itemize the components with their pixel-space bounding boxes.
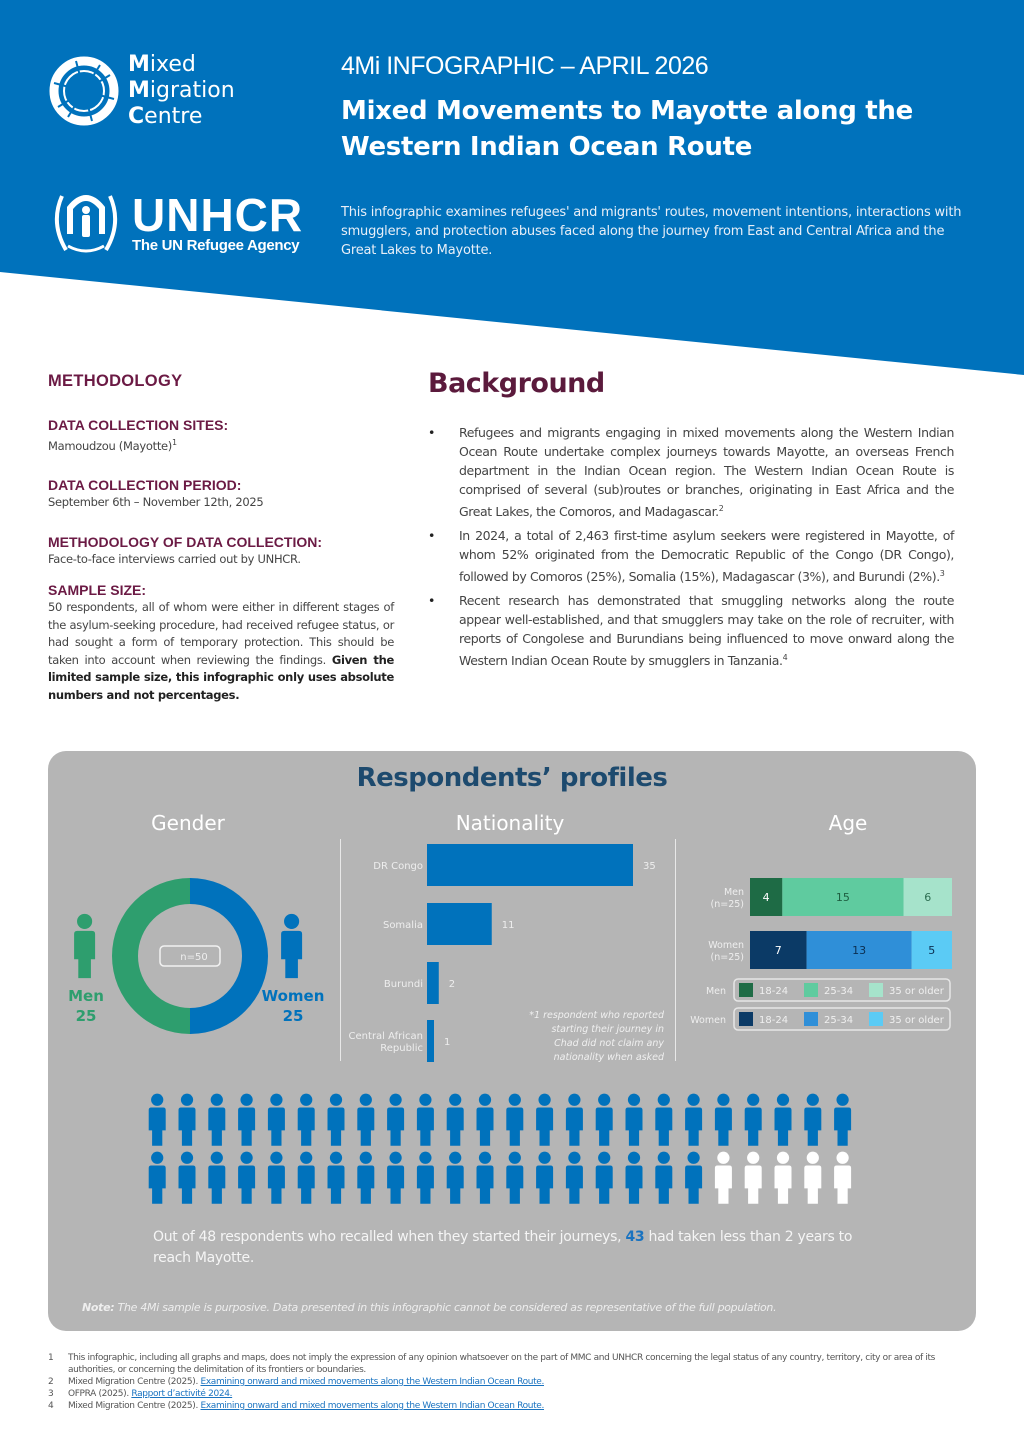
n-label: n=50 xyxy=(180,952,208,963)
women-value: 25 xyxy=(282,1007,304,1025)
nationality-category-label: DR Congo xyxy=(373,861,423,872)
footnote-link[interactable]: Examining onward and mixed movements along the Western Indian Ocean Route. xyxy=(200,1377,544,1387)
person-icon-highlighted xyxy=(238,1094,255,1146)
person-icon-highlighted xyxy=(357,1152,374,1204)
person-icon-highlighted xyxy=(298,1094,315,1146)
mmc-emblem-icon xyxy=(48,55,120,127)
age-category-label: (n=25) xyxy=(710,899,744,910)
profiles-title: Respondents’ profiles xyxy=(356,763,668,793)
age-legend-swatch xyxy=(804,1012,818,1026)
person-icon-highlighted xyxy=(655,1094,672,1146)
list-item: • Refugees and migrants engaging in mixed movements along the Western Indian Ocean Route undertake complex journeys towards Mayotte, an overseas French department in the Indian Ocean region. The Western Indian Ocean Route is comprised of several (sub)routes or branches, originating in East Africa and the Great Lakes, the Comoros, and Madagascar.$^2$ xyxy=(428,425,954,520)
methodology-section xyxy=(48,372,394,704)
nationality-value-label: 35 xyxy=(643,861,656,872)
person-icon-highlighted xyxy=(655,1152,672,1204)
person-icon-highlighted xyxy=(208,1152,225,1204)
age-segment-label: 6 xyxy=(924,891,932,904)
person-icon-highlighted xyxy=(804,1094,821,1146)
age-legend-swatch xyxy=(869,983,883,997)
background-list xyxy=(428,423,954,670)
person-icon-other xyxy=(775,1152,792,1204)
nationality-note: Chad did not claim any xyxy=(554,1038,664,1049)
nationality-category-label: Somalia xyxy=(382,920,423,931)
person-icon-highlighted xyxy=(626,1152,643,1204)
sample-note: Note: The 4Mi sample is purposive. Data presented in this infographic cannot be considered as representative of the full population. xyxy=(82,1301,777,1314)
age-legend-label: 18-24 xyxy=(759,1015,789,1026)
person-icon-highlighted xyxy=(566,1094,583,1146)
mmc-wordmark: Mixed Migration Centre xyxy=(128,52,235,129)
nationality-bar xyxy=(427,903,492,945)
footnote: 2 Mixed Migration Centre (2025). Examining onward and mixed movements along the Western Indian Ocean Route. xyxy=(48,1377,544,1387)
age-legend-swatch xyxy=(869,1012,883,1026)
report-kicker: 4Mi INFOGRAPHIC – APRIL 2026 xyxy=(341,52,709,80)
age-legend-label: 25-34 xyxy=(824,1015,854,1026)
age-segment-label: 15 xyxy=(835,891,850,904)
sites-value: Mamoudzou (Mayotte)$^1$ xyxy=(48,438,177,453)
person-icon-highlighted xyxy=(328,1152,345,1204)
age-legend-label: 18-24 xyxy=(759,986,789,997)
person-icon-highlighted xyxy=(834,1094,851,1146)
person-icon-highlighted xyxy=(179,1094,196,1146)
nationality-note: nationality when asked xyxy=(553,1052,664,1063)
period-label: DATA COLLECTION PERIOD: xyxy=(48,477,242,494)
men-value: 25 xyxy=(75,1007,97,1025)
person-icon-highlighted xyxy=(149,1152,166,1204)
person-icon-highlighted xyxy=(536,1094,553,1146)
page-title: Mixed Movements to Mayotte along the Western Indian Ocean Route xyxy=(341,96,913,162)
age-category-label: Men xyxy=(723,887,744,898)
women-label: Women xyxy=(261,987,325,1005)
unhcr-emblem-icon xyxy=(48,188,124,258)
person-icon-highlighted xyxy=(417,1094,434,1146)
nationality-value-label: 11 xyxy=(501,920,515,931)
person-icon-highlighted xyxy=(477,1152,494,1204)
nationality-value-label: 2 xyxy=(448,979,456,990)
method-value: Face-to-face interviews carried out by UNHCR. xyxy=(48,551,301,566)
age-title: Age xyxy=(828,811,868,835)
man-icon xyxy=(74,914,95,978)
person-icon-highlighted xyxy=(447,1152,464,1204)
person-icon-highlighted xyxy=(626,1094,643,1146)
woman-icon xyxy=(281,914,302,978)
sample-label: SAMPLE SIZE: xyxy=(48,582,147,599)
age-segment-label: 4 xyxy=(762,891,770,904)
nationality-bar xyxy=(427,1020,434,1062)
person-icon-highlighted xyxy=(268,1094,285,1146)
nationality-category-label: Republic xyxy=(380,1043,423,1054)
unhcr-logo xyxy=(48,188,303,258)
person-icon-highlighted xyxy=(328,1094,345,1146)
sites-label: DATA COLLECTION SITES: xyxy=(48,417,229,433)
methodology-title: METHODOLOGY xyxy=(48,372,183,390)
gender-donut-chart xyxy=(48,861,338,1061)
intro-text: This infographic examines refugees' and migrants' routes, movement intentions, interactions with smugglers, and protection abuses faced along the journey from East and Central Africa and the Great Lakes to Mayotte. xyxy=(341,205,962,258)
person-icon-highlighted xyxy=(715,1094,732,1146)
person-icon-highlighted xyxy=(179,1152,196,1204)
background-section xyxy=(428,368,954,675)
age-stacked-bar-chart xyxy=(676,866,976,1066)
age-legend-swatch xyxy=(804,983,818,997)
person-icon-highlighted xyxy=(506,1152,523,1204)
age-legend-label: 35 or older xyxy=(889,1015,944,1026)
unhcr-tagline: The UN Refugee Agency xyxy=(132,236,300,254)
age-legend-swatch xyxy=(739,1012,753,1026)
person-icon-highlighted xyxy=(447,1094,464,1146)
person-icon-highlighted xyxy=(387,1094,404,1146)
nationality-bar xyxy=(427,844,633,886)
nationality-title: Nationality xyxy=(455,811,565,835)
age-segment-label: 13 xyxy=(852,944,867,957)
method-label: METHODOLOGY OF DATA COLLECTION: xyxy=(48,533,323,550)
person-icon-highlighted xyxy=(536,1152,553,1204)
person-icon-highlighted xyxy=(685,1152,702,1204)
period-value: September 6th – November 12th, 2025 xyxy=(48,495,264,510)
nationality-value-label: 1 xyxy=(444,1037,451,1048)
nationality-bar-chart xyxy=(341,836,671,1066)
nationality-category-label: Burundi xyxy=(383,979,423,990)
list-item: • Recent research has demonstrated that smuggling networks along the route appear well-established, and that smugglers may take on the role of recruiter, with reports of Congolese and Burundians being influenced to move onward along the Western Indian Ocean Route by smugglers in Tanzania.$^4$ xyxy=(428,593,954,669)
donut-slice-men xyxy=(112,878,190,1034)
person-icon-other xyxy=(715,1152,732,1204)
footnotes xyxy=(48,1352,958,1412)
nationality-bar xyxy=(427,962,439,1004)
journey-text: Out of 48 respondents who recalled when they started their journeys, 43 had taken less than 2 years to reach Mayotte. xyxy=(153,1229,853,1266)
respondents-profiles-panel xyxy=(48,751,976,1331)
footnote: 3 OFPRA (2025). Rapport d’activité 2024. xyxy=(48,1389,233,1399)
nationality-category-label: Central African xyxy=(348,1031,423,1042)
age-category-label: Women xyxy=(708,940,744,951)
person-icon-highlighted xyxy=(268,1152,285,1204)
unhcr-name: UNHCR xyxy=(132,188,304,241)
person-icon-highlighted xyxy=(596,1094,613,1146)
footnote: 1 This infographic, including all graphs and maps, does not imply the expression of any opinion whatsoever on the part of MMC and UNHCR concerning the legal status of any country, territory, city or area of its authorities, or concerning the delimitation of its frontiers or boundaries. xyxy=(48,1353,936,1375)
person-icon-highlighted xyxy=(596,1152,613,1204)
gender-title: Gender xyxy=(151,811,225,835)
age-legend-label: 25-34 xyxy=(824,986,854,997)
nationality-note: starting their journey in xyxy=(551,1024,664,1035)
nationality-note: *1 respondent who reported xyxy=(529,1010,664,1021)
age-segment-label: 5 xyxy=(928,944,936,957)
person-icon-highlighted xyxy=(745,1094,762,1146)
person-icon-highlighted xyxy=(149,1094,166,1146)
person-icon-highlighted xyxy=(775,1094,792,1146)
person-icon-other xyxy=(834,1152,851,1204)
person-icon-highlighted xyxy=(238,1152,255,1204)
person-icon-highlighted xyxy=(685,1094,702,1146)
person-icon-highlighted xyxy=(477,1094,494,1146)
age-legend-label: 35 or older xyxy=(889,986,944,997)
person-icon-highlighted xyxy=(357,1094,374,1146)
person-icon-highlighted xyxy=(298,1152,315,1204)
person-icon-highlighted xyxy=(566,1152,583,1204)
person-icon-highlighted xyxy=(387,1152,404,1204)
age-legend-swatch xyxy=(739,983,753,997)
person-icon-highlighted xyxy=(506,1094,523,1146)
background-title: Background xyxy=(428,368,605,399)
footnote-link[interactable]: Examining onward and mixed movements along the Western Indian Ocean Route. xyxy=(200,1401,544,1411)
person-icon-other xyxy=(745,1152,762,1204)
person-icon-other xyxy=(804,1152,821,1204)
age-legend-group-label: Men xyxy=(705,986,726,997)
men-label: Men xyxy=(68,987,104,1005)
person-icon-highlighted xyxy=(208,1094,225,1146)
age-legend-group-label: Women xyxy=(690,1015,726,1026)
age-category-label: (n=25) xyxy=(710,952,744,963)
mmc-logo xyxy=(48,52,235,130)
person-icon-highlighted xyxy=(417,1152,434,1204)
footnote-link[interactable]: Rapport d’activité 2024. xyxy=(131,1389,233,1399)
sample-text: 50 respondents, all of whom were either in different stages of the asylum-seeking procedure, had received refugee status, or had sought a form of temporary protection. This should be taken into account when reviewing the findings. Given the limited sample size, this infographic only uses absolute numbers and not percentages. xyxy=(48,600,394,702)
age-segment-label: 7 xyxy=(774,944,782,957)
list-item: • In 2024, a total of 2,463 first-time asylum seekers were registered in Mayotte, of whom 52% originated from the Democratic Republic of the Congo (DR Congo), followed by Comoros (25%), Somalia (15%), Madagascar (3%), and Burundi (2%).$^3$ xyxy=(428,528,954,585)
footnote: 4 Mixed Migration Centre (2025). Examining onward and mixed movements along the Western Indian Ocean Route. xyxy=(48,1401,544,1411)
journey-pictogram xyxy=(143,1087,863,1227)
